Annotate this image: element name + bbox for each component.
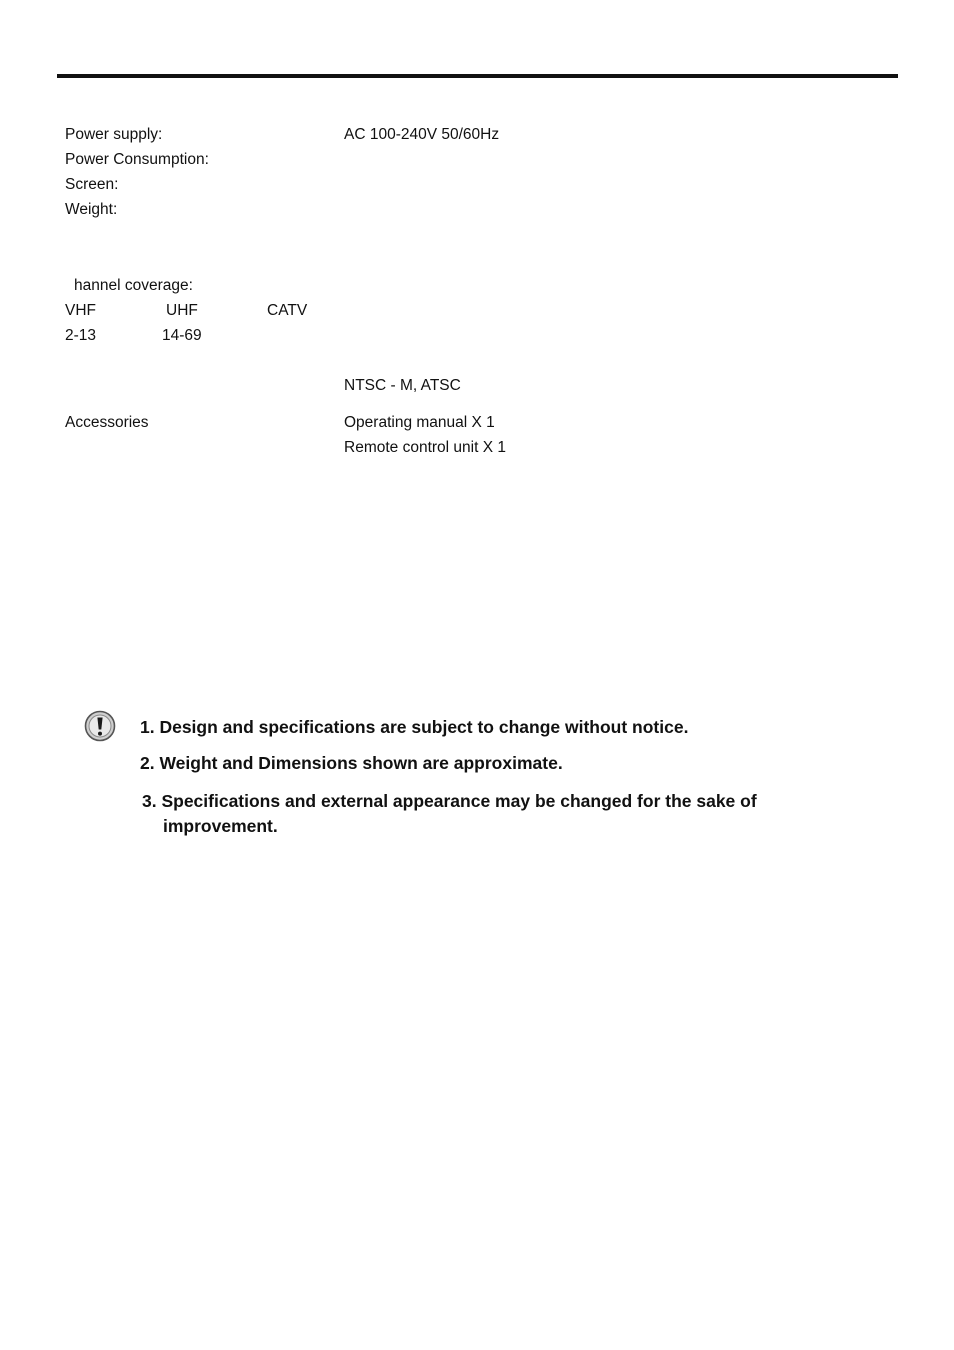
note-item: 2. Weight and Dimensions shown are approximate. [140, 753, 563, 773]
channel-column-catv: CATV [267, 302, 308, 319]
accessories-label: Accessories [65, 414, 149, 431]
accessory-item: Remote control unit X 1 [344, 439, 506, 456]
channel-range-uhf: 14-69 [162, 327, 202, 344]
top-rule [57, 74, 898, 78]
power-consumption-label: Power Consumption: [65, 151, 209, 168]
note-item: 1. Design and specifications are subject to change without notice. [140, 717, 689, 737]
power-supply-label: Power supply: [65, 126, 163, 143]
broadcast-system-value: NTSC - M, ATSC [344, 377, 461, 394]
channel-range-vhf: 2-13 [65, 327, 97, 344]
accessory-item: Operating manual X 1 [344, 414, 495, 431]
exclamation-icon [84, 710, 116, 742]
power-supply-value: AC 100-240V 50/60Hz [344, 126, 500, 143]
note-item-continuation: improvement. [163, 816, 278, 836]
note-item: 3. Specifications and external appearance may be changed for the sake of [142, 791, 757, 811]
weight-label: Weight: [65, 201, 118, 218]
channel-column-vhf: VHF [65, 302, 96, 319]
screen-label: Screen: [65, 176, 119, 193]
channel-coverage-heading: hannel coverage: [74, 277, 193, 294]
channel-column-uhf: UHF [166, 302, 198, 319]
